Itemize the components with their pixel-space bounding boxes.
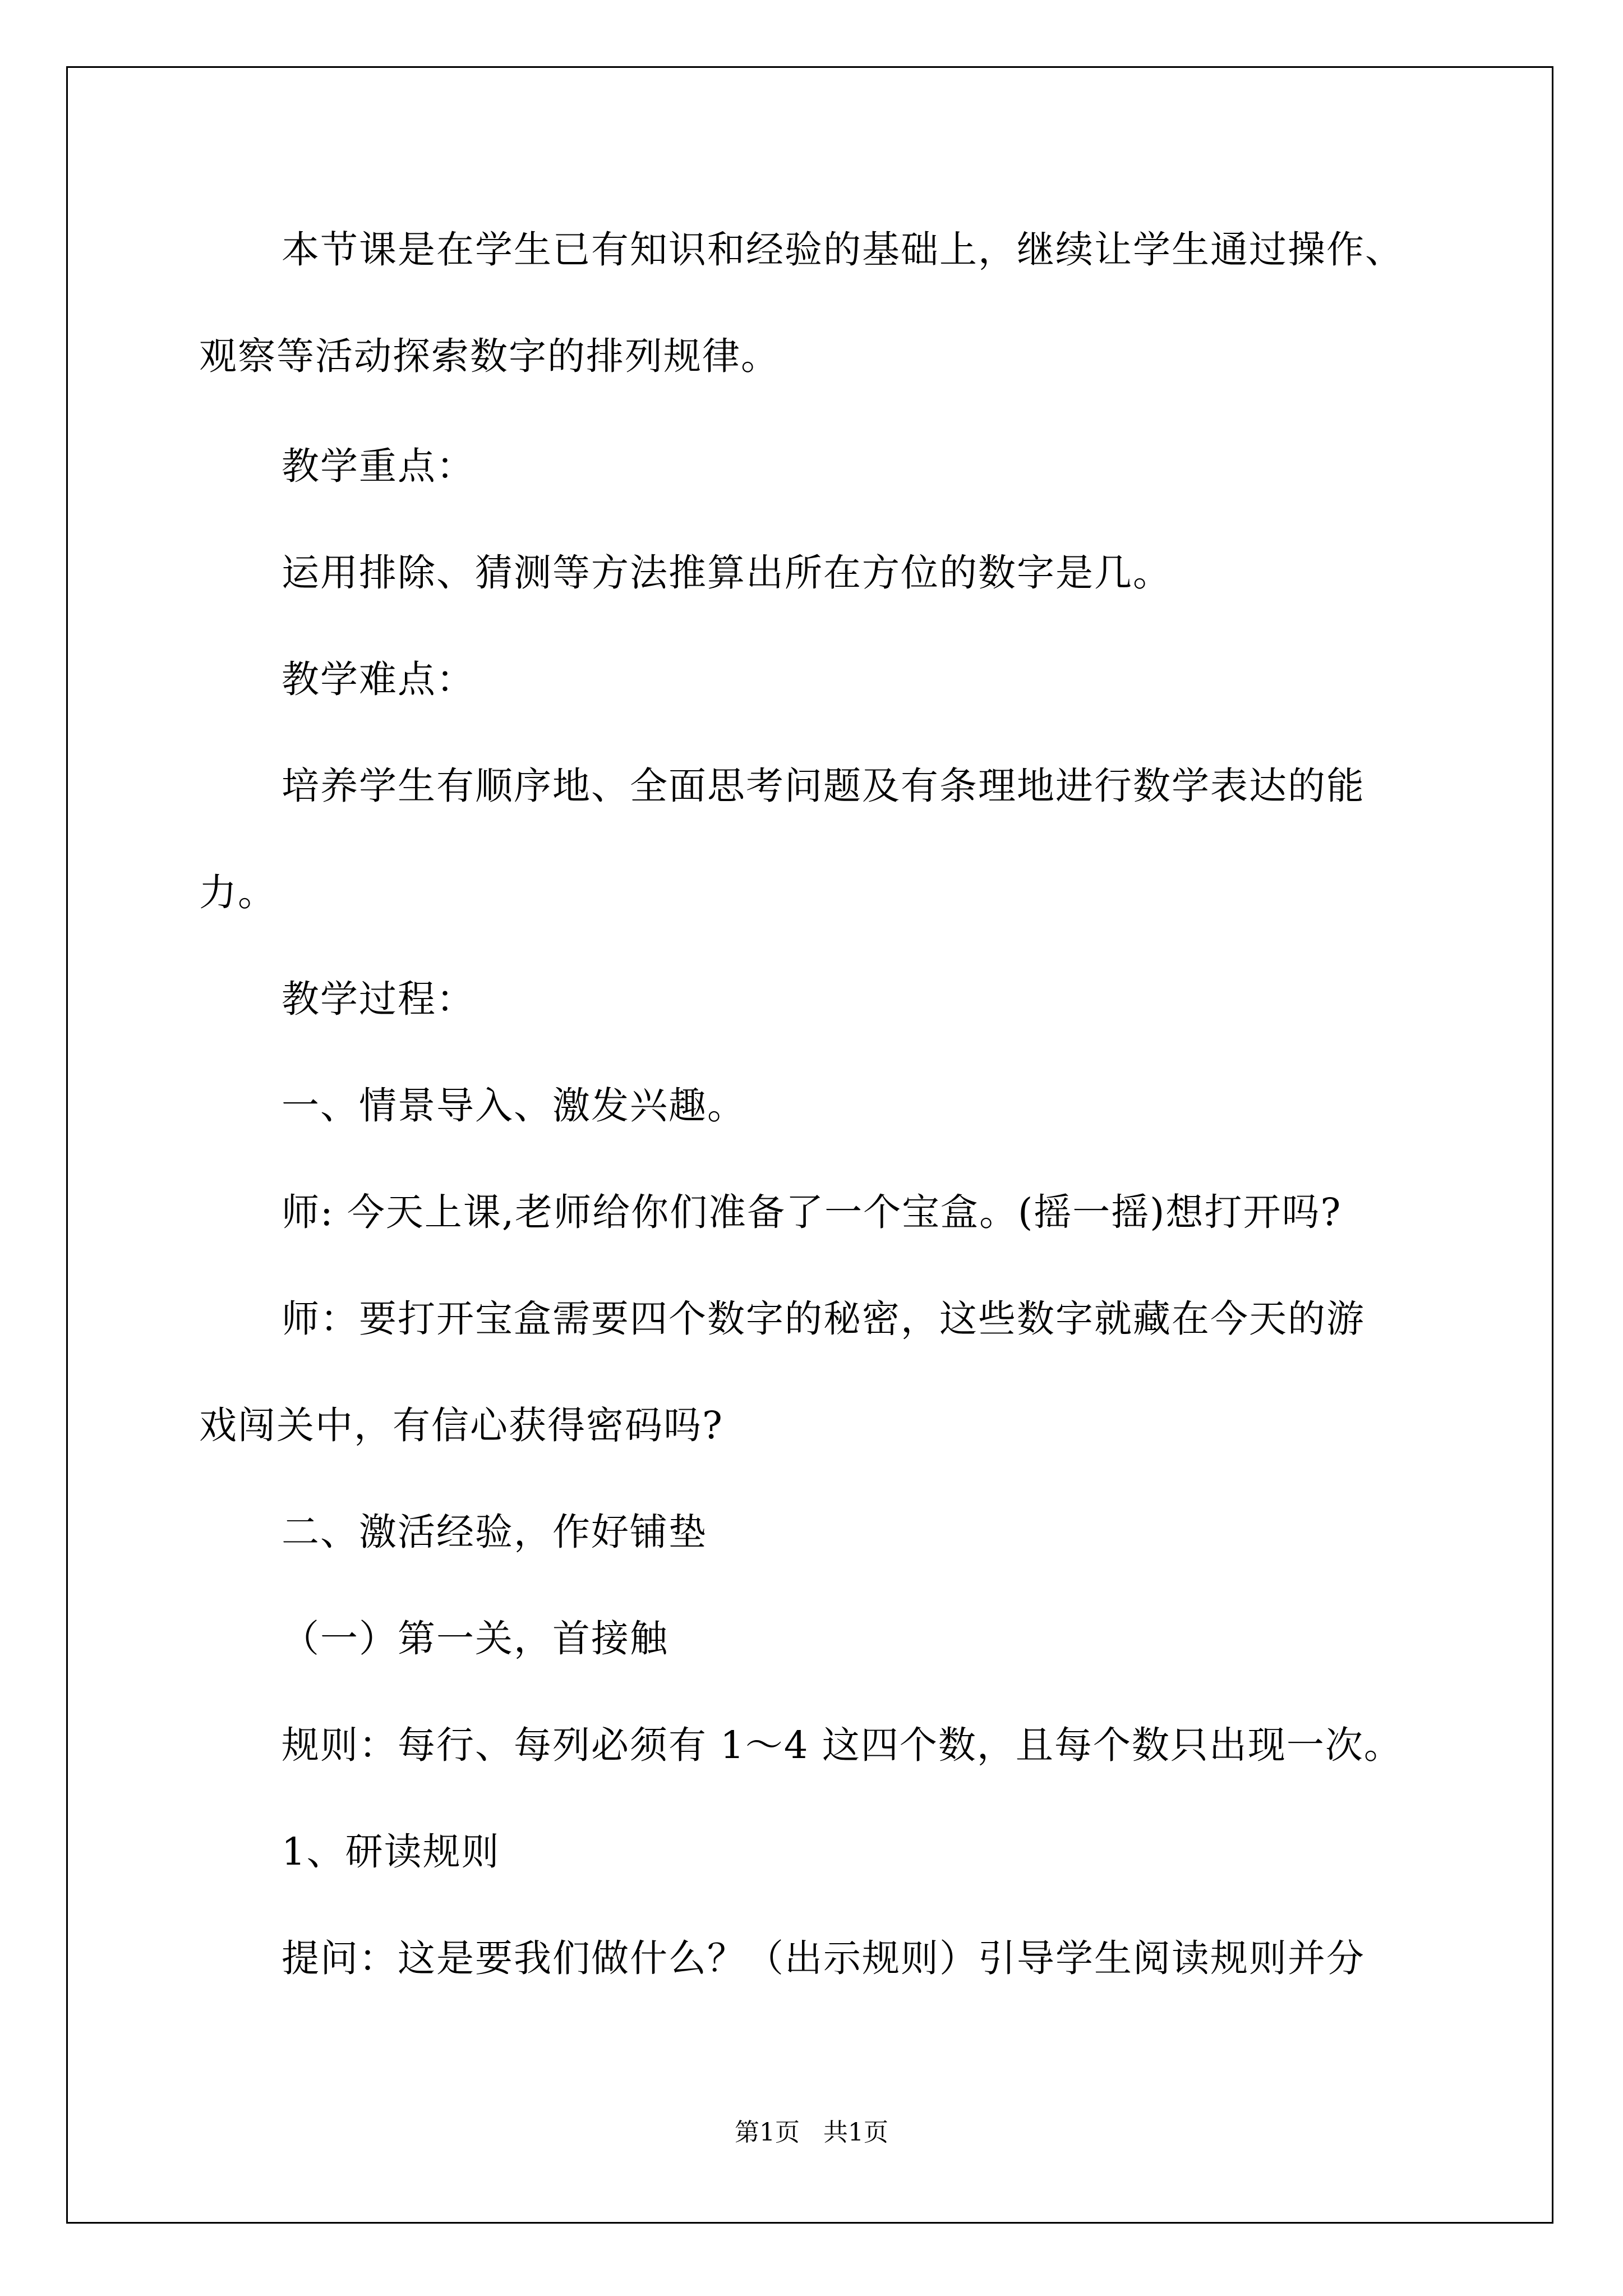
paragraph-line: 培养学生有顺序地、全面思考问题及有条理地进行数学表达的能: [282, 764, 1365, 808]
section-heading: 二、激活经验，作好铺垫: [282, 1510, 707, 1554]
section-heading: 教学过程：: [282, 977, 475, 1021]
paragraph-line: 力。: [199, 871, 276, 914]
paragraph-line: 一、情景导入、激发兴趣。: [282, 1084, 746, 1128]
paragraph-line: 观察等活动探索数字的排列规律。: [199, 334, 780, 378]
section-heading: （一）第一关，首接触: [282, 1617, 668, 1660]
paragraph-line: 师：要打开宝盒需要四个数字的秘密，这些数字就藏在今天的游: [282, 1297, 1365, 1341]
page-border: [66, 66, 1553, 2224]
paragraph-line: 师: 今天上课,老师给你们准备了一个宝盒。(摇一摇)想打开吗?: [282, 1190, 1342, 1234]
section-heading: 教学难点：: [282, 657, 475, 701]
page-footer: 第1页 共1页: [735, 2118, 888, 2147]
section-heading: 教学重点：: [282, 444, 475, 488]
paragraph-line: 规则：每行、每列必须有 1～4 这四个数，且每个数只出现一次。: [282, 1723, 1403, 1767]
paragraph-line: 本节课是在学生已有知识和经验的基础上，继续让学生通过操作、: [282, 228, 1404, 272]
paragraph-line: 提问：这是要我们做什么？（出示规则）引导学生阅读规则并分: [282, 1936, 1365, 1980]
section-heading: 1、研读规则: [282, 1830, 500, 1874]
paragraph-line: 戏闯关中，有信心获得密码吗?: [199, 1404, 723, 1447]
paragraph-line: 运用排除、猜测等方法推算出所在方位的数字是几。: [282, 551, 1172, 595]
